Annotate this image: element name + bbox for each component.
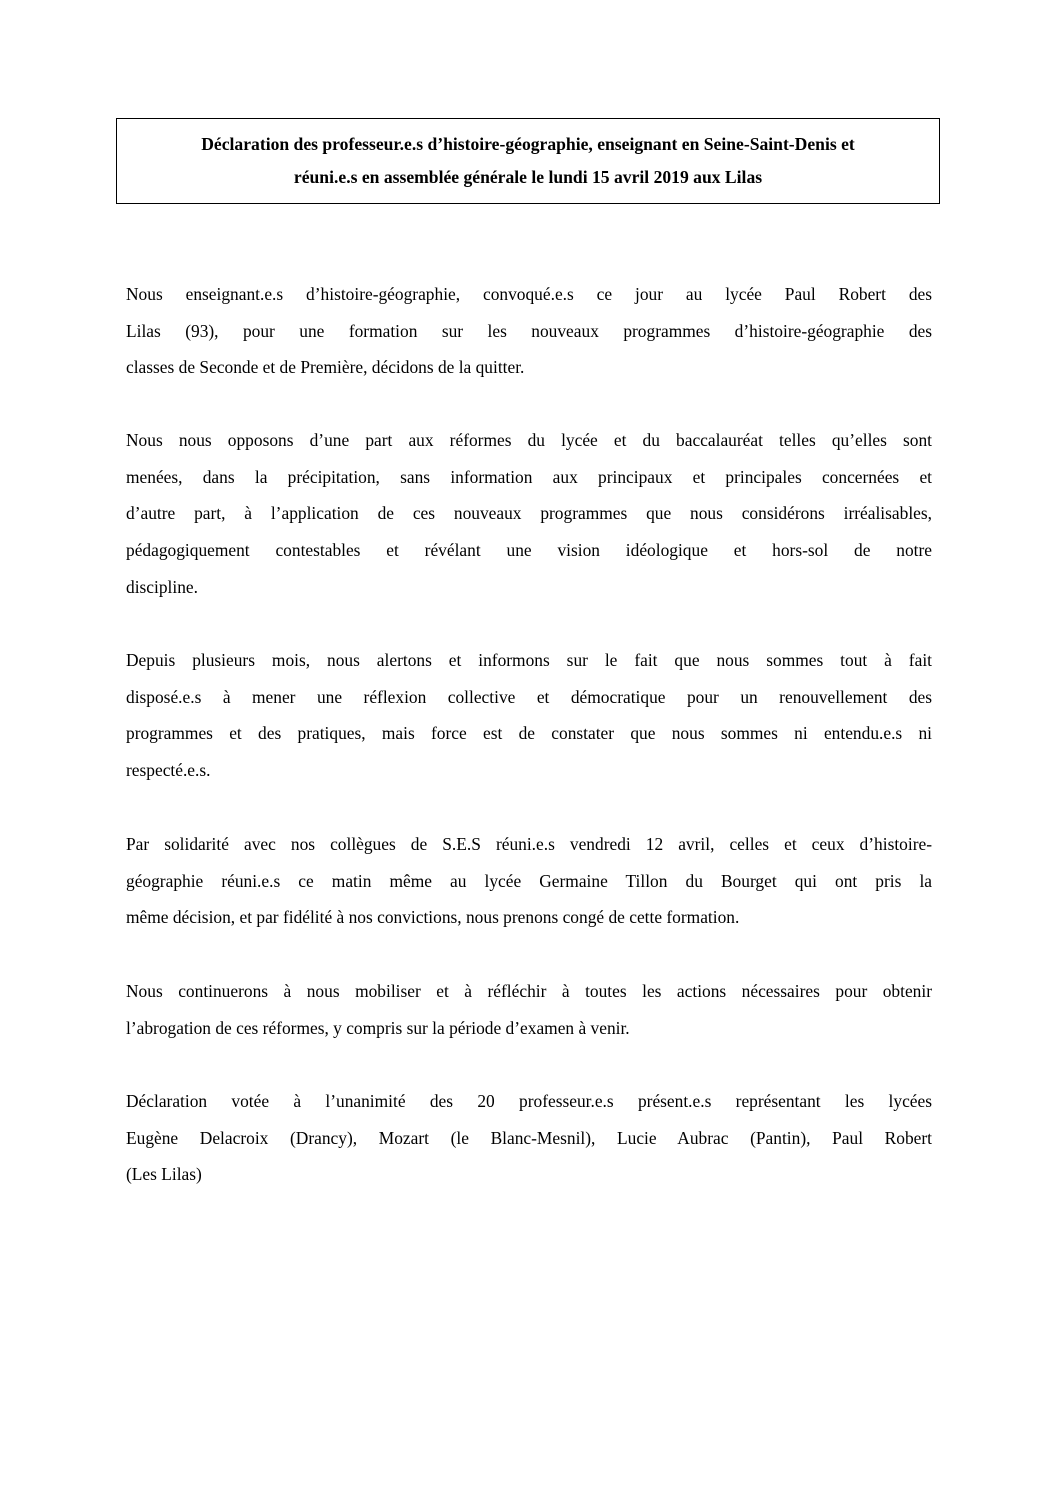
paragraph-5-mobilisation	[126, 973, 932, 1046]
paragraph-3-line-3: programmes et des pratiques, mais force est de constater que nous sommes ni entendu.e.s ni	[126, 723, 932, 744]
paragraph-1-line-2: Lilas (93), pour une formation sur les nouveaux programmes d’histoire-géographie des	[126, 320, 932, 341]
paragraph-2-line-3: d’autre part, à l’application de ces nouveaux programmes que nous considérons irréalisables,	[126, 503, 932, 524]
declaration-title-box	[116, 118, 940, 204]
paragraph-4-solidarity	[126, 826, 932, 936]
paragraph-2-line-5: discipline.	[126, 576, 198, 597]
paragraph-5-line-1: Nous continuerons à nous mobiliser et à réfléchir à toutes les actions nécessaires pour obtenir	[126, 981, 932, 1001]
paragraph-2-line-2: menées, dans la précipitation, sans information aux principaux et principales concernées et	[126, 466, 932, 487]
paragraph-3-alerts	[126, 642, 932, 789]
paragraph-6-vote	[126, 1083, 932, 1193]
paragraph-1-line-3: classes de Seconde et de Première, décidons de la quitter.	[126, 357, 525, 378]
paragraph-4-line-3: même décision, et par fidélité à nos convictions, nous prenons congé de cette formation.	[126, 907, 740, 928]
paragraph-5-line-2: l’abrogation de ces réformes, y compris sur la période d’examen à venir.	[126, 1017, 630, 1038]
paragraph-6-line-3: (Les Lilas)	[126, 1164, 202, 1185]
paragraph-3-line-2: disposé.e.s à mener une réflexion collective et démocratique pour un renouvellement des	[126, 686, 932, 707]
paragraph-2-line-4: pédagogiquement contestables et révélant une vision idéologique et hors-sol de notre	[126, 540, 932, 561]
paragraph-1-convocation	[126, 276, 932, 386]
title-line-1: Déclaration des professeur.e.s d’histoire-géographie, enseignant en Seine-Saint-Denis et	[201, 134, 855, 154]
paragraph-6-line-1: Déclaration votée à l’unanimité des 20 professeur.e.s présent.e.s représentant les lycées	[126, 1091, 932, 1111]
paragraph-1-line-1: Nous enseignant.e.s d’histoire-géographie, convoqué.e.s ce jour au lycée Paul Robert des	[126, 284, 932, 304]
paragraph-3-line-1: Depuis plusieurs mois, nous alertons et informons sur le fait que nous sommes tout à fait	[126, 650, 932, 670]
paragraph-3-line-4: respecté.e.s.	[126, 760, 211, 781]
title-line-2: réuni.e.s en assemblée générale le lundi 15 avril 2019 aux Lilas	[293, 167, 763, 187]
paragraph-4-line-2: géographie réuni.e.s ce matin même au lycée Germaine Tillon du Bourget qui ont pris la	[126, 870, 932, 891]
paragraph-4-line-1: Par solidarité avec nos collègues de S.E.S réuni.e.s vendredi 12 avril, celles et ceux d’histoire-	[126, 834, 932, 854]
paragraph-6-line-2: Eugène Delacroix (Drancy), Mozart (le Blanc-Mesnil), Lucie Aubrac (Pantin), Paul Robert	[126, 1127, 932, 1148]
paragraph-2-line-1: Nous nous opposons d’une part aux réformes du lycée et du baccalauréat telles qu’elles sont	[126, 430, 932, 450]
paragraph-2-opposition	[126, 422, 932, 606]
